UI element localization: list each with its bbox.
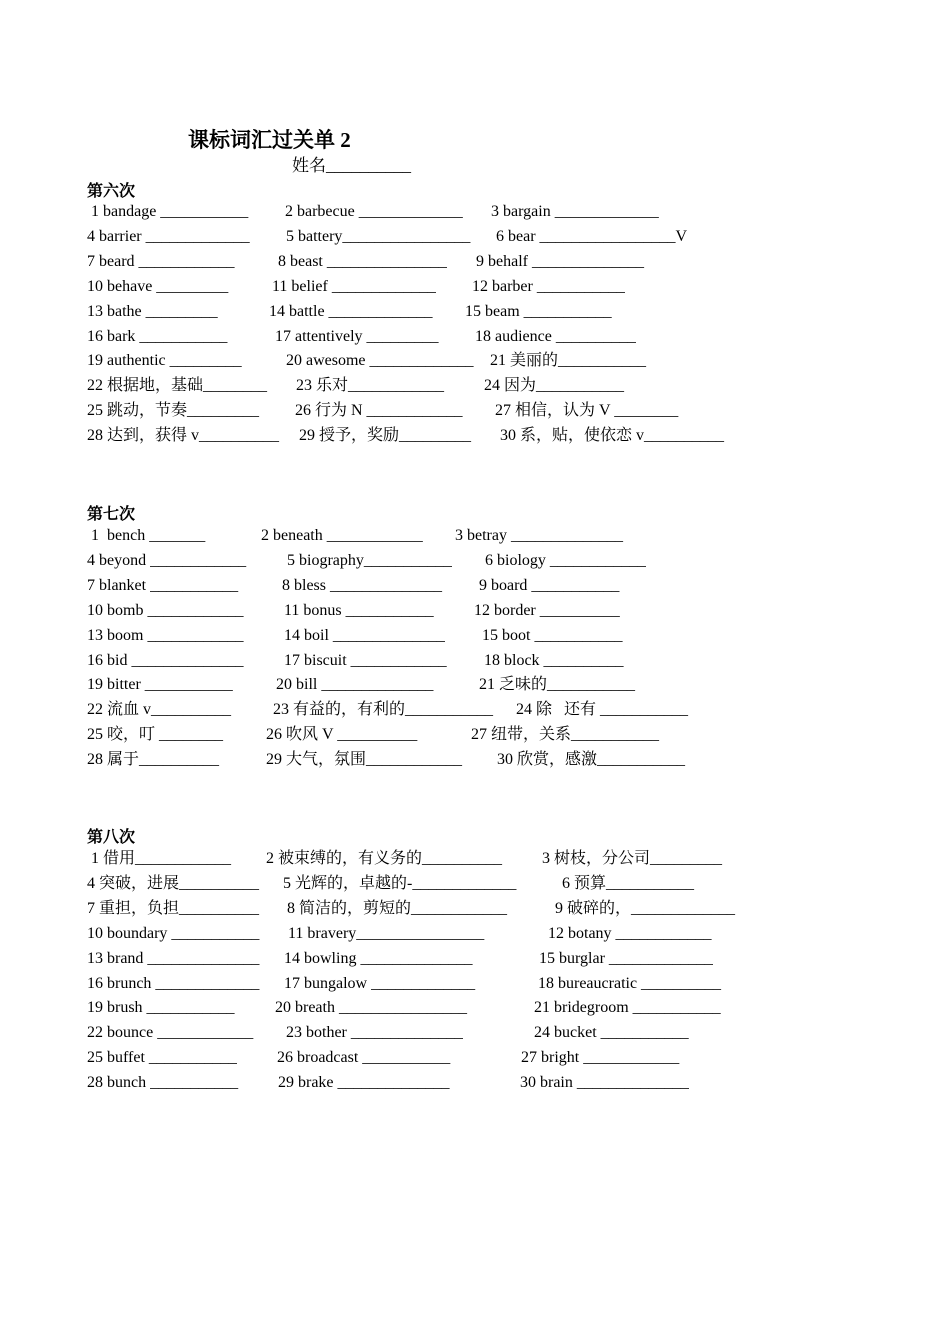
vocab-row [0,923,950,947]
vocab-item: 19 authentic _________ [87,352,242,370]
vocab-item: 21 乏味的___________ [479,676,636,694]
vocab-item: 18 block __________ [484,651,624,669]
vocab-item: 22 根据地，基础________ [87,377,268,395]
vocab-item: 3 betray ______________ [455,527,623,544]
vocab-item: 18 audience __________ [475,327,636,345]
vocab-item: 1 bandage ___________ [87,203,249,220]
vocab-item: 8 bless ______________ [282,576,442,594]
vocab-row [0,425,950,449]
vocab-item: 23 bother ______________ [286,1024,463,1042]
vocab-item: 5 光辉的，卓越的-_____________ [283,874,517,892]
vocab-item: 16 bark ___________ [87,327,228,345]
vocab-row [0,326,950,350]
vocab-item: 6 bear _________________V [496,227,688,245]
vocab-item: 21 bridegroom ___________ [534,999,721,1017]
vocab-item: 30 欣赏，感激___________ [497,751,686,769]
vocab-item: 26 broadcast ___________ [277,1049,451,1067]
vocab-row [0,575,950,599]
vocab-item: 18 bureaucratic __________ [538,974,722,992]
vocab-item: 6 biology ____________ [485,551,646,569]
vocab-item: 10 behave _________ [87,277,229,295]
vocab-item: 22 流血 v__________ [87,701,232,719]
vocab-row [0,525,950,549]
vocab-item: 24 因为___________ [484,377,625,395]
vocab-item: 5 battery________________ [286,227,471,245]
vocab-item: 13 boom ____________ [87,626,244,644]
page-title: 课标词汇过关单 2 [188,128,351,152]
vocab-item: 2 被束缚的，有义务的__________ [266,850,503,867]
vocab-row [0,350,950,374]
vocab-item: 12 barber ___________ [472,277,625,295]
vocab-item: 17 biscuit ____________ [284,651,447,669]
vocab-item: 19 brush ___________ [87,999,235,1017]
vocab-item: 23 乐对____________ [296,377,445,395]
vocab-item: 29 大气，氛围____________ [266,751,463,769]
vocab-item: 21 美丽的___________ [490,352,647,370]
vocab-item: 27 纽带，关系___________ [471,726,660,744]
vocab-item: 20 awesome _____________ [286,352,474,370]
vocab-item: 10 bomb ____________ [87,601,244,619]
vocab-item: 24 bucket ___________ [534,1024,689,1042]
vocab-row [0,1072,950,1096]
vocab-row [0,650,950,674]
vocab-item: 8 简洁的，剪短的____________ [287,899,508,917]
section-heading: 第八次 [87,829,136,846]
vocab-item: 15 boot ___________ [482,626,623,644]
vocab-item: 29 授予，奖励_________ [299,427,472,445]
vocab-row [0,600,950,624]
vocab-item: 22 bounce ____________ [87,1024,254,1042]
vocab-item: 11 bravery________________ [288,924,485,942]
vocab-row [0,948,950,972]
vocab-item: 26 行为 N ____________ [295,402,463,420]
vocab-item: 9 破碎的，_____________ [555,899,736,917]
vocab-row [0,1022,950,1046]
vocab-row [0,699,950,723]
vocab-item: 3 树枝，分公司_________ [542,850,723,867]
vocab-row [0,550,950,574]
vocab-row [0,226,950,250]
vocab-item: 28 达到，获得 v__________ [87,427,280,445]
vocab-item: 17 bungalow _____________ [284,974,476,992]
vocab-item: 28 bunch ___________ [87,1074,239,1092]
vocab-item: 11 bonus ___________ [284,601,434,619]
vocab-item: 4 barrier _____________ [87,227,250,245]
vocab-item: 26 吹风 V __________ [266,726,418,744]
vocab-item: 15 burglar _____________ [539,949,713,967]
vocab-item: 27 相信，认为 V ________ [495,402,679,420]
vocab-item: 1 借用____________ [87,850,232,867]
vocab-item: 12 botany ____________ [548,924,712,942]
vocab-item: 9 board ___________ [479,576,620,594]
vocab-row [0,724,950,748]
vocab-item: 17 attentively _________ [275,327,439,345]
vocab-item: 8 beast _______________ [278,252,447,270]
section-heading: 第七次 [87,506,136,523]
vocab-item: 24 除 还有 ___________ [516,701,689,719]
vocab-item: 5 biography___________ [287,551,452,569]
vocab-item: 7 重担，负担__________ [87,899,260,917]
name-field-label: 姓名__________ [292,156,411,175]
vocab-item: 11 belief _____________ [272,277,436,295]
vocab-row [0,973,950,997]
vocab-item: 20 bill ______________ [276,676,434,694]
vocab-item: 12 border __________ [474,601,620,619]
vocab-item: 25 跳动，节奏_________ [87,402,260,420]
vocab-row [0,400,950,424]
vocab-item: 30 系，贴，使依恋 v__________ [500,427,725,445]
vocab-item: 14 battle _____________ [269,302,433,320]
vocab-row [0,749,950,773]
vocab-row [0,301,950,325]
vocab-item: 6 预算___________ [562,874,695,892]
vocab-row [0,375,950,399]
vocab-item: 27 bright ____________ [521,1049,680,1067]
vocab-item: 19 bitter ___________ [87,676,233,694]
vocab-item: 25 buffet ___________ [87,1049,237,1067]
vocab-item: 15 beam ___________ [465,302,612,320]
vocab-row [0,201,950,225]
section-heading: 第六次 [87,183,136,200]
vocab-item: 1 bench _______ [87,527,206,544]
vocab-item: 7 beard ____________ [87,252,235,270]
vocab-item: 16 brunch _____________ [87,974,260,992]
vocab-item: 25 咬，叮 ________ [87,726,224,744]
vocab-item: 9 behalf ______________ [476,252,644,270]
vocab-row [0,997,950,1021]
vocab-item: 2 beneath ____________ [261,527,423,544]
vocab-item: 13 brand ______________ [87,949,260,967]
vocab-item: 3 bargain _____________ [491,203,659,220]
vocab-item: 14 boil ______________ [284,626,445,644]
vocab-item: 28 属于__________ [87,751,220,769]
vocab-item: 29 brake ______________ [278,1074,450,1092]
vocab-item: 2 barbecue _____________ [285,203,463,220]
vocab-row [0,251,950,275]
vocab-item: 16 bid ______________ [87,651,244,669]
vocab-item: 4 beyond ____________ [87,551,247,569]
vocab-item: 14 bowling ______________ [284,949,473,967]
vocab-row [0,674,950,698]
vocab-item: 20 breath ________________ [275,999,467,1017]
vocab-item: 4 突破，进展__________ [87,874,260,892]
vocab-item: 10 boundary ___________ [87,924,260,942]
vocab-item: 13 bathe _________ [87,302,218,320]
vocab-row [0,898,950,922]
vocab-row [0,848,950,872]
vocab-item: 23 有益的，有利的___________ [273,701,494,719]
vocab-row [0,873,950,897]
vocab-item: 7 blanket ___________ [87,576,239,594]
vocab-item: 30 brain ______________ [520,1074,689,1092]
vocab-row [0,1047,950,1071]
vocab-row [0,276,950,300]
vocab-row [0,625,950,649]
